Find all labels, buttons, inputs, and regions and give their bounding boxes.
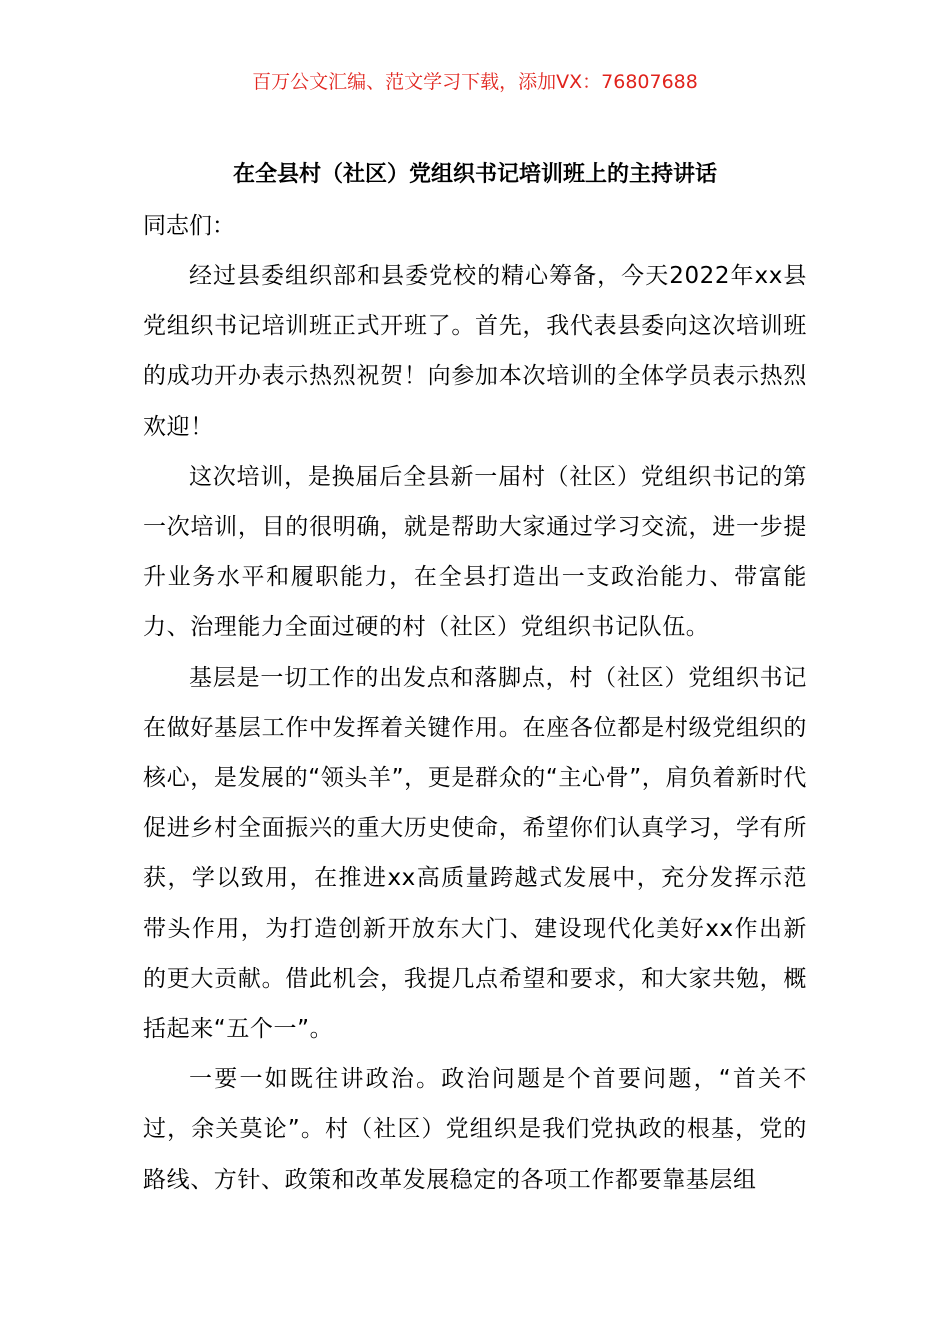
salutation: 同志们： bbox=[143, 213, 235, 239]
paragraph-politics-first: 一要一如既往讲政治。政治问题是个首要问题，“首关不过，余关莫论”。村（社区）党组织是我们党执政的根基，党的路线、方针、政策和改革发展稳定的各项工作都要靠基层组 bbox=[143, 1066, 807, 1193]
paragraph-opening: 经过县委组织部和县委党校的精心筹备，今天2022年xx县党组织书记培训班正式开班了。首先，我代表县委向这次培训班的成功开办表示热烈祝贺！向参加本次培训的全体学员表示热烈欢迎！ bbox=[143, 263, 807, 440]
header-contact-note: 百万公文汇编、范文学习下载，添加VX：76807688 bbox=[252, 71, 698, 93]
document-title: 在全县村（社区）党组织书记培训班上的主持讲话 bbox=[232, 162, 717, 187]
document-body bbox=[143, 201, 807, 1205]
paragraph-training-purpose: 这次培训，是换届后全县新一届村（社区）党组织书记的第一次培训，目的很明确，就是帮助大家通过学习交流，进一步提升业务水平和履职能力，在全县打造出一支政治能力、带富能力、治理能力全面过硬的村（社区）党组织书记队伍。 bbox=[143, 463, 807, 641]
paragraph-grassroots-role: 基层是一切工作的出发点和落脚点，村（社区）党组织书记在做好基层工作中发挥着关键作用。在座各位都是村级党组织的核心，是发展的“领头羊”，更是群众的“主心骨”，肩负着新时代促进乡村全面振兴的重大历史使命，希望你们认真学习，学有所获，学以致用，在推进xx高质量跨越式发展中，充分发挥示范带头作用，为打造创新开放东大门、建设现代化美好xx作出新的更大贡献。借此机会，我提几点希望和要求，和大家共勉，概括起来“五个一”。 bbox=[143, 664, 807, 1043]
